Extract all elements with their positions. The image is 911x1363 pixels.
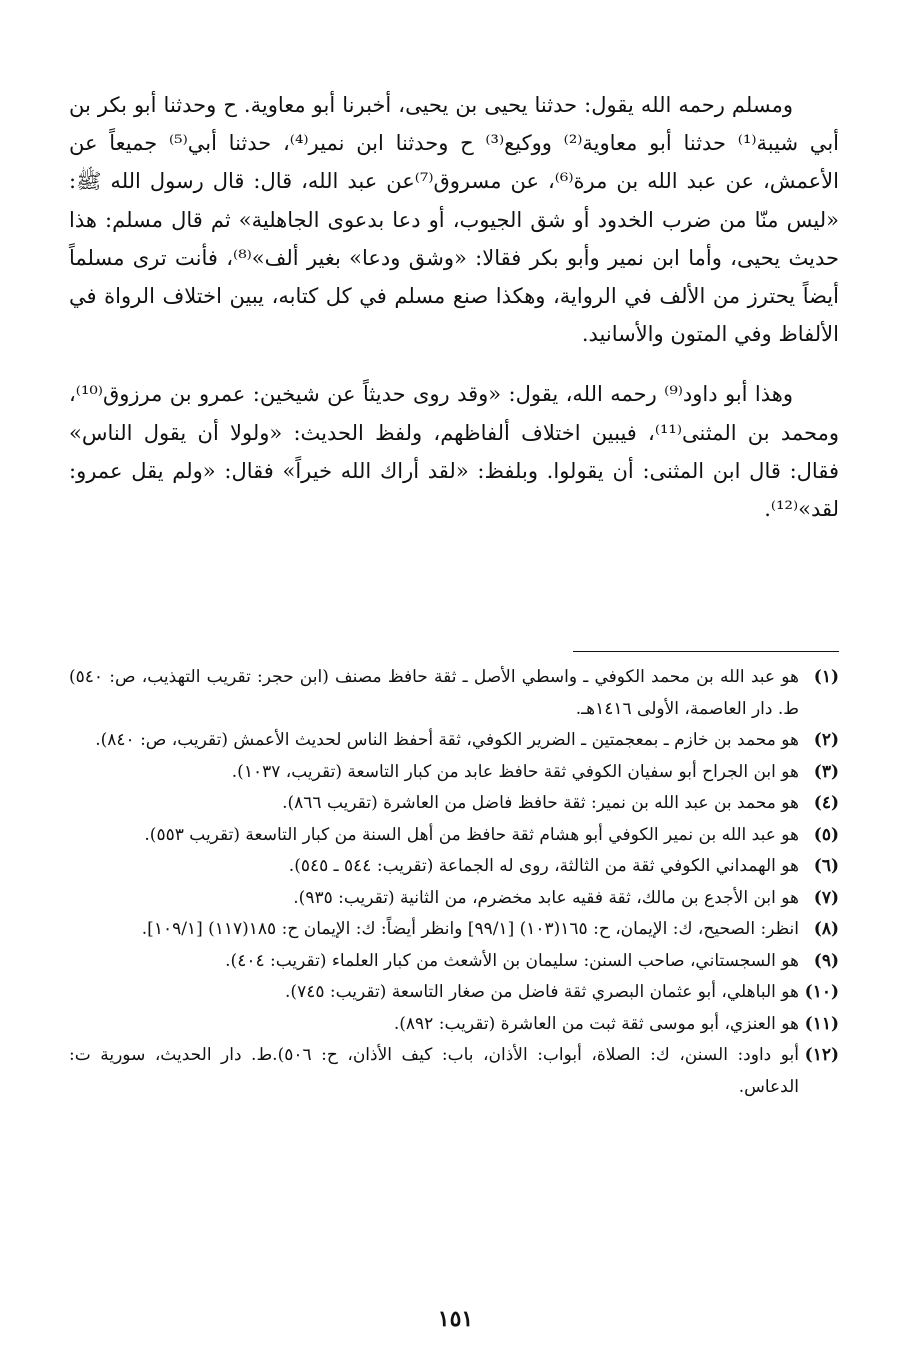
footnote-text: أبو داود: السنن، ك: الصلاة، أبواب: الأذان، باب: كيف الأذان، ح: ٥٠٦).ط. دار الحديث، سورية ت: الدعاس. — [69, 1045, 799, 1097]
page-number: ١٥١ — [437, 1306, 474, 1332]
footnote-number: (٩) — [813, 950, 839, 971]
footnote-text: هو محمد بن خازم ـ بمعجمتين ـ الضرير الكوفي، ثقة أحفظ الناس لحديث الأعمش (تقريب، ص: ٨٤٠). — [95, 730, 799, 750]
footnote-text: هو السجستاني، صاحب السنن: سليمان بن الأشعث من كبار العلماء (تقريب: ٤٠٤). — [225, 950, 799, 971]
footnote — [69, 977, 839, 1009]
footnote-number: (٥) — [813, 824, 839, 845]
footnote-divider — [573, 651, 839, 652]
footnote — [69, 1009, 839, 1041]
footnote-number: (١٠) — [804, 982, 839, 1002]
footnote — [69, 851, 839, 883]
footnote-text: انظر: الصحيح، ك: الإيمان، ح: ١٦٥(١٠٣) [٩٩/١] وانظر أيضاً: ك: الإيمان ح: ١٨٥(١١٧) [١٠٩/١]. — [141, 919, 799, 939]
footnotes-list — [69, 662, 839, 1103]
footnote-text: هو عبد الله بن نمير الكوفي أبو هشام ثقة حافظ من أهل السنة من كبار التاسعة (تقريب ٥٥٣). — [144, 824, 799, 845]
footnote-number: (٦) — [813, 856, 839, 876]
footnote-text: هو الباهلي، أبو عثمان البصري ثقة فاضل من صغار التاسعة (تقريب: ٧٤٥). — [285, 982, 799, 1002]
footnote — [69, 914, 839, 946]
footnote-text: هو محمد بن عبد الله بن نمير: ثقة حافظ فاضل من العاشرة (تقريب ٨٦٦). — [282, 793, 799, 813]
footnote — [69, 883, 839, 915]
footnote-text: هو ابن الأجدع بن مالك، ثقة فقيه عابد مخضرم، من الثانية (تقريب: ٩٣٥). — [293, 887, 799, 908]
body-paragraph-1: ومسلم رحمه الله يقول: حدثنا يحيى بن يحيى، أخبرنا أبو معاوية. ح وحدثنا أبو بكر بن أبي شيبة⁽¹⁾ حدثنا أبو معاوية⁽²⁾ ووكيع⁽³⁾ ح وحدثنا ابن نمير⁽⁴⁾، حدثنا أبي⁽⁵⁾ جميعاً عن الأعمش، عن عبد الله بن مرة⁽⁶⁾، عن مسروق⁽⁷⁾عن عبد الله، قال: قال رسول الله ﷺ: «ليس منّا من ضرب الخدود أو شق الجيوب، أو دعا بدعوى الجاهلية» ثم قال مسلم: هذا حديث يحيى، وأما ابن نمير وأبو بكر فقالا: «وشق ودعا» بغير ألف»⁽⁸⁾، فأنت ترى مسلماً أيضاً يحترز من الألف في الرواية، وهكذا صنع مسلم في كل كتابه، يبين اختلاف الرواة في الألفاظ وفي المتون والأسانيد. — [69, 93, 839, 347]
footnote — [69, 1040, 839, 1103]
footnote-number: (٧) — [813, 887, 839, 908]
body-paragraph-2: وهذا أبو داود⁽⁹⁾ رحمه الله، يقول: «وقد روى حديثاً عن شيخين: عمرو بن مرزوق⁽¹⁰⁾، ومحمد بن المثنى⁽¹¹⁾، فيبين اختلاف ألفاظهم، ولفظ الحديث: «ولولا أن يقول الناس» فقال: قال ابن المثنى: أن يقولوا. وبلفظ: «لقد أراك الله خيراً» فقال: «ولم يقل عمرو: لقد»⁽¹²⁾. — [69, 382, 839, 522]
footnote — [69, 757, 839, 789]
footnote-text: هو الهمداني الكوفي ثقة من الثالثة، روى له الجماعة (تقريب: ٥٤٤ ـ ٥٤٥). — [288, 856, 799, 876]
footnote-number: (١١) — [804, 1013, 839, 1034]
footnote — [69, 946, 839, 978]
footnote-number: (٢) — [813, 730, 839, 750]
footnote-number: (٣) — [813, 761, 839, 782]
footnote-text: هو العنزي، أبو موسى ثقة ثبت من العاشرة (تقريب: ٨٩٢). — [393, 1013, 799, 1034]
main-text — [69, 86, 839, 528]
footnote — [69, 820, 839, 852]
footnote-text: هو ابن الجراح أبو سفيان الكوفي ثقة حافظ عابد من كبار التاسعة (تقريب، ١٠٣٧). — [231, 761, 799, 782]
footnote — [69, 725, 839, 757]
footnote-number: (١) — [813, 667, 839, 687]
footnote-number: (٨) — [813, 919, 839, 939]
footnote — [69, 788, 839, 820]
footnote — [69, 662, 839, 725]
footnote-text: هو عبد الله بن محمد الكوفي ـ واسطي الأصل ـ ثقة حافظ مصنف (ابن حجر: تقريب التهذيب، ص: ٥٤٠) ط. دار العاصمة، الأولى ١٤١٦هـ. — [69, 667, 799, 719]
footnote-number: (٤) — [813, 793, 839, 813]
footnote-number: (١٢) — [804, 1045, 839, 1065]
